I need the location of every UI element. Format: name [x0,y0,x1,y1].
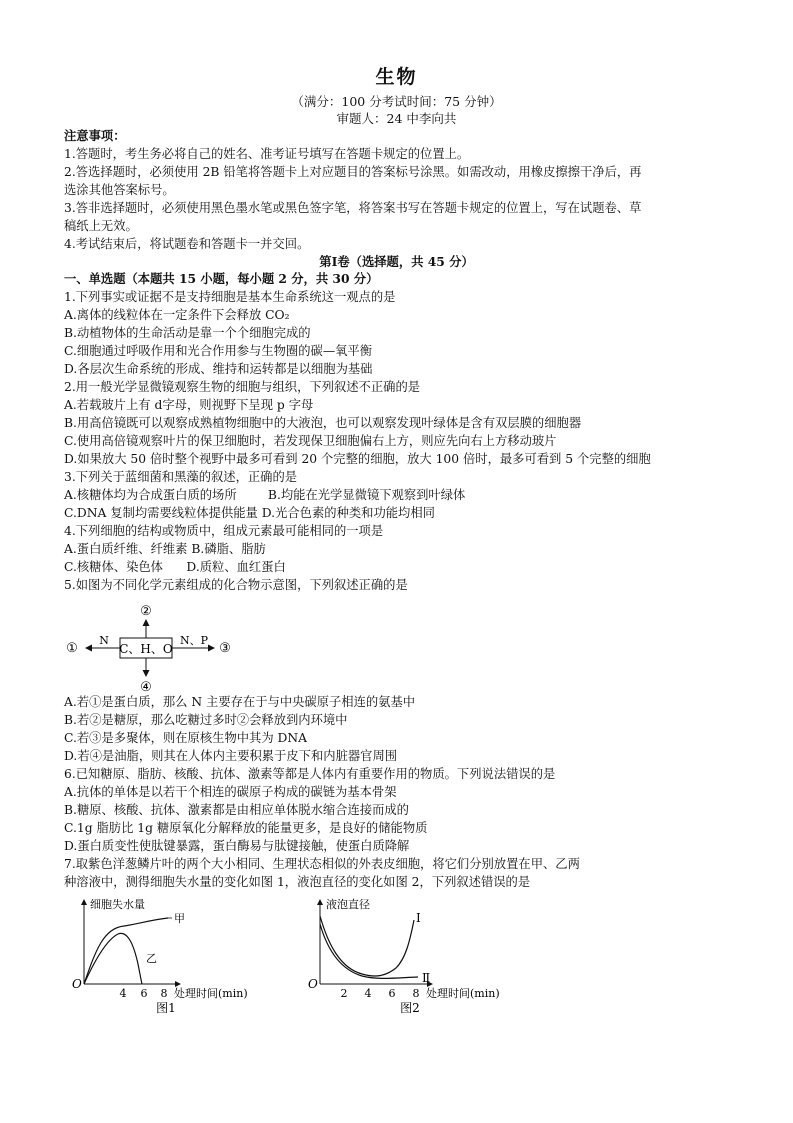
fig1-origin: O [72,977,82,991]
question-line: B.糖原、核酸、抗体、激素都是由相应单体脱水缩合连接而成的 [64,803,409,817]
notice-item: 选涂其他答案标号。 [64,183,175,197]
node-2: ② [140,604,152,619]
fig1-caption: 图1 [156,1001,176,1015]
fig1-curve-yi [84,933,142,984]
question-line: B.动植物体的生命活动是靠一个个细胞完成的 [64,326,311,340]
question-line: A.蛋白质纤维、纤维素 B.磷脂、脂肪 [64,542,266,556]
score-time-info: （满分：100 分考试时间：75 分钟） [291,94,502,109]
question-line: 5.如图为不同化学元素组成的化合物示意图，下列叙述正确的是 [64,578,408,592]
question-line: 3.下列关于蓝细菌和黑藻的叙述，正确的是 [64,470,298,484]
question-line: D.如果放大 50 倍时整个视野中最多可看到 20 个完整的细胞，放大 100 倍时，最多可看到 5 个完整的细胞 [64,452,651,466]
center-box-label: C、H、O [119,642,173,656]
fig1-curve-jia [84,918,168,984]
fig2-tick: 6 [388,987,396,1000]
notice-item: 1.答题时，考生务必将自己的姓名、准考证号填写在答题卡规定的位置上。 [64,147,470,161]
fig2-tick: 4 [364,987,372,1000]
question-line: 6.已知糖原、脂肪、核酸、抗体、激素等都是人体内有重要作用的物质。下列说法错误的是 [64,767,556,781]
fig2-tick: 2 [340,987,348,1000]
fig1-ylabel: 细胞失水量 [90,898,145,911]
question-line: 种溶液中，测得细胞失水量的变化如图 1，液泡直径的变化如图 2，下列叙述错误的是 [64,875,531,889]
question-line: D.各层次生命系统的形成、维持和运转都是以细胞为基础 [64,362,373,376]
figure-1-cell-water-loss [68,894,278,1018]
fig1-label-yi: 乙 [146,952,157,965]
fig2-ylabel: 液泡直径 [326,898,370,911]
notice-item: 稿纸上无效。 [64,219,138,233]
question-line: 1.下列事实或证据不是支持细胞是基本生命系统这一观点的是 [64,290,396,304]
question-line: C.若③是多聚体，则在原核生物中其为 DNA [64,731,308,745]
compound-diagram [64,598,284,696]
notice-heading: 注意事项： [64,128,126,143]
question-line: C.核糖体、染色体 D.质粒、血红蛋白 [64,560,286,574]
fig2-origin: O [308,977,318,991]
question-line: A.离体的线粒体在一定条件下会释放 CO₂ [64,308,290,322]
fig2-label-i: Ⅰ [416,911,421,925]
fig2-xlabel: 处理时间(min) [426,987,500,1000]
question-line: C.细胞通过呼吸作用和光合作用参与生物圈的碳—氧平衡 [64,344,373,358]
fig2-tick: 8 [412,987,420,1000]
node-1: ① [66,641,78,656]
notice-item: 4.考试结束后，将试题卷和答题卡一并交回。 [64,237,310,251]
question-line: 7.取紫色洋葱鳞片叶的两个大小相同、生理状态相似的外表皮细胞，将它们分别放置在甲、乙两 [64,857,580,871]
left-arrow-label: N [99,634,109,647]
question-line: A.若①是蛋白质，那么 N 主要存在于与中央碳原子相连的氨基中 [64,695,416,709]
notice-item: 2.答选择题时，必须使用 2B 铅笔将答题卡上对应题目的答案标号涂黑。如需改动，用橡皮擦擦干净后，再 [64,165,642,179]
notice-item: 3.答非选择题时，必须使用黑色墨水笔或黑色签字笔，将答案书写在答题卡规定的位置上，写在试题卷、草 [64,201,642,215]
figure-2-vacuole-diameter [306,894,526,1018]
question-line: B.若②是糖原，那么吃糖过多时②会释放到内环境中 [64,713,348,727]
fig1-xlabel: 处理时间(min) [174,987,248,1000]
section-title: 一、单选题（本题共 15 小题，每小题 2 分，共 30 分） [64,271,379,286]
question-line: A.若载玻片上有 d字母，则视野下呈现 p 字母 [64,398,314,412]
question-line: B.用高倍镜既可以观察成熟植物细胞中的大液泡，也可以观察发现叶绿体是含有双层膜的细胞器 [64,416,582,430]
question-line: C.1g 脂肪比 1g 糖原氧化分解释放的能量更多，是良好的储能物质 [64,821,428,835]
question-line: 2.用一般光学显微镜观察生物的细胞与组织，下列叙述不正确的是 [64,380,421,394]
node-3: ③ [219,641,231,656]
node-4: ④ [140,680,152,695]
reviewer-info: 审题人：24 中李向共 [336,111,457,126]
fig1-label-jia: 甲 [174,912,185,925]
fig2-caption: 图2 [400,1001,420,1015]
page-title: 生物 [375,66,418,88]
fig2-label-ii: Ⅱ [422,971,431,985]
question-line: C.DNA 复制均需要线粒体提供能量 D.光合色素的种类和功能均相同 [64,506,435,520]
fig1-tick: 6 [140,987,148,1000]
part-title: 第Ⅰ卷（选择题，共 45 分） [319,254,474,269]
question-line: D.若④是油脂，则其在人体内主要积累于皮下和内脏器官周围 [64,749,398,763]
question-line: A.抗体的单体是以若干个相连的碳原子构成的碳链为基本骨架 [64,785,397,799]
fig1-tick: 4 [119,987,127,1000]
fig2-curve-i [320,916,414,976]
question-line: D.蛋白质变性使肽键暴露，蛋白酶易与肽键接触，使蛋白质降解 [64,839,410,853]
question-line: 4.下列细胞的结构或物质中，组成元素最可能相同的一项是 [64,524,384,538]
question-line: C.使用高倍镜观察叶片的保卫细胞时，若发现保卫细胞偏右上方，则应先向右上方移动玻片 [64,434,557,448]
question-line: A.核糖体均为合成蛋白质的场所 B.均能在光学显微镜下观察到叶绿体 [64,488,466,502]
fig1-tick: 8 [160,987,168,1000]
right-arrow-label: N、P [179,634,209,647]
